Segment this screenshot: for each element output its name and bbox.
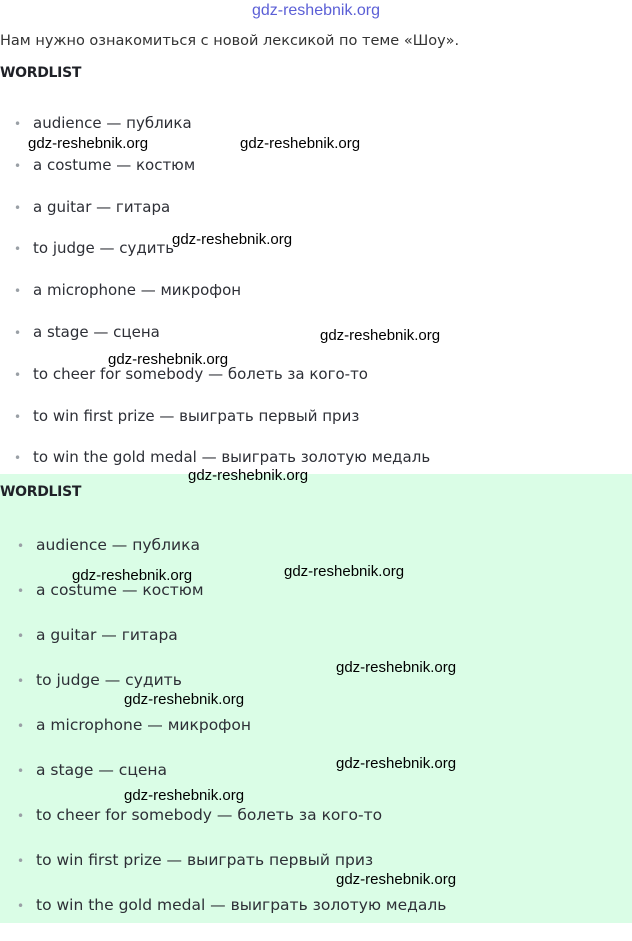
watermark-text: gdz-reshebnik.org <box>320 327 441 344</box>
list-item-label: a costume — костюм <box>33 155 196 174</box>
bullet-icon: • <box>17 584 25 598</box>
watermark-text: gdz-reshebnik.org <box>172 231 293 248</box>
list-item-label: to win the gold medal — выиграть золотую медаль <box>33 448 431 467</box>
list-item-label: to judge — судить <box>33 239 175 258</box>
bullet-icon: • <box>14 158 22 173</box>
list-item-label: to win first prize — выиграть первый приз <box>36 851 374 869</box>
bullet-icon: • <box>17 854 25 868</box>
list-item-label: a microphone — микрофон <box>36 716 252 734</box>
list-item-label: to win the gold medal — выиграть золотую медаль <box>36 896 447 914</box>
site-watermark-top: gdz-reshebnik.org <box>251 2 381 19</box>
list-item-label: a costume — костюм <box>36 581 204 599</box>
list-item-label: to cheer for somebody — болеть за кого-то <box>33 364 368 383</box>
bullet-icon: • <box>14 451 22 466</box>
bullet-icon: • <box>17 764 25 778</box>
wordlist-heading-1: WORDLIST <box>0 65 82 81</box>
watermark-text: gdz-reshebnik.org <box>28 135 149 152</box>
list-item-label: a stage — сцена <box>33 322 160 341</box>
watermark-text: gdz-reshebnik.org <box>336 755 457 772</box>
bullet-icon: • <box>17 719 25 733</box>
list-item-label: a guitar — гитара <box>33 197 171 216</box>
watermark-text: gdz-reshebnik.org <box>124 691 245 708</box>
bullet-icon: • <box>14 284 22 299</box>
list-item-label: audience — публика <box>36 536 200 554</box>
bullet-icon: • <box>14 325 22 340</box>
watermark-text: gdz-reshebnik.org <box>336 871 457 888</box>
list-item-label: a stage — сцена <box>36 761 168 779</box>
watermark-text: gdz-reshebnik.org <box>72 567 193 584</box>
list-item-label: a guitar — гитара <box>36 626 178 644</box>
bullet-icon: • <box>17 899 25 913</box>
bullet-icon: • <box>17 539 25 553</box>
bullet-icon: • <box>14 200 22 215</box>
watermark-text: gdz-reshebnik.org <box>108 351 229 368</box>
list-item-label: to win first prize — выиграть первый приз <box>33 406 360 425</box>
watermark-text: gdz-reshebnik.org <box>284 563 405 580</box>
bullet-icon: • <box>14 242 22 257</box>
watermark-text: gdz-reshebnik.org <box>336 659 457 676</box>
bullet-icon: • <box>14 117 22 131</box>
bullet-icon: • <box>17 629 25 643</box>
watermark-text: gdz-reshebnik.org <box>124 787 245 804</box>
bullet-icon: • <box>14 367 22 382</box>
list-item-label: to judge — судить <box>36 671 182 689</box>
watermark-text: gdz-reshebnik.org <box>240 135 361 152</box>
bullet-icon: • <box>17 674 25 688</box>
watermark-text: gdz-reshebnik.org <box>188 467 309 484</box>
list-item-label: a microphone — микрофон <box>33 281 242 300</box>
wordlist-heading-2: WORDLIST <box>0 484 82 500</box>
list-item-label: audience — публика <box>33 114 192 132</box>
list-item-label: to cheer for somebody — болеть за кого-то <box>36 806 383 824</box>
intro-text: Нам нужно ознакомиться с новой лексикой по теме «Шоу». <box>0 33 460 49</box>
bullet-icon: • <box>14 409 22 424</box>
bullet-icon: • <box>17 809 25 823</box>
